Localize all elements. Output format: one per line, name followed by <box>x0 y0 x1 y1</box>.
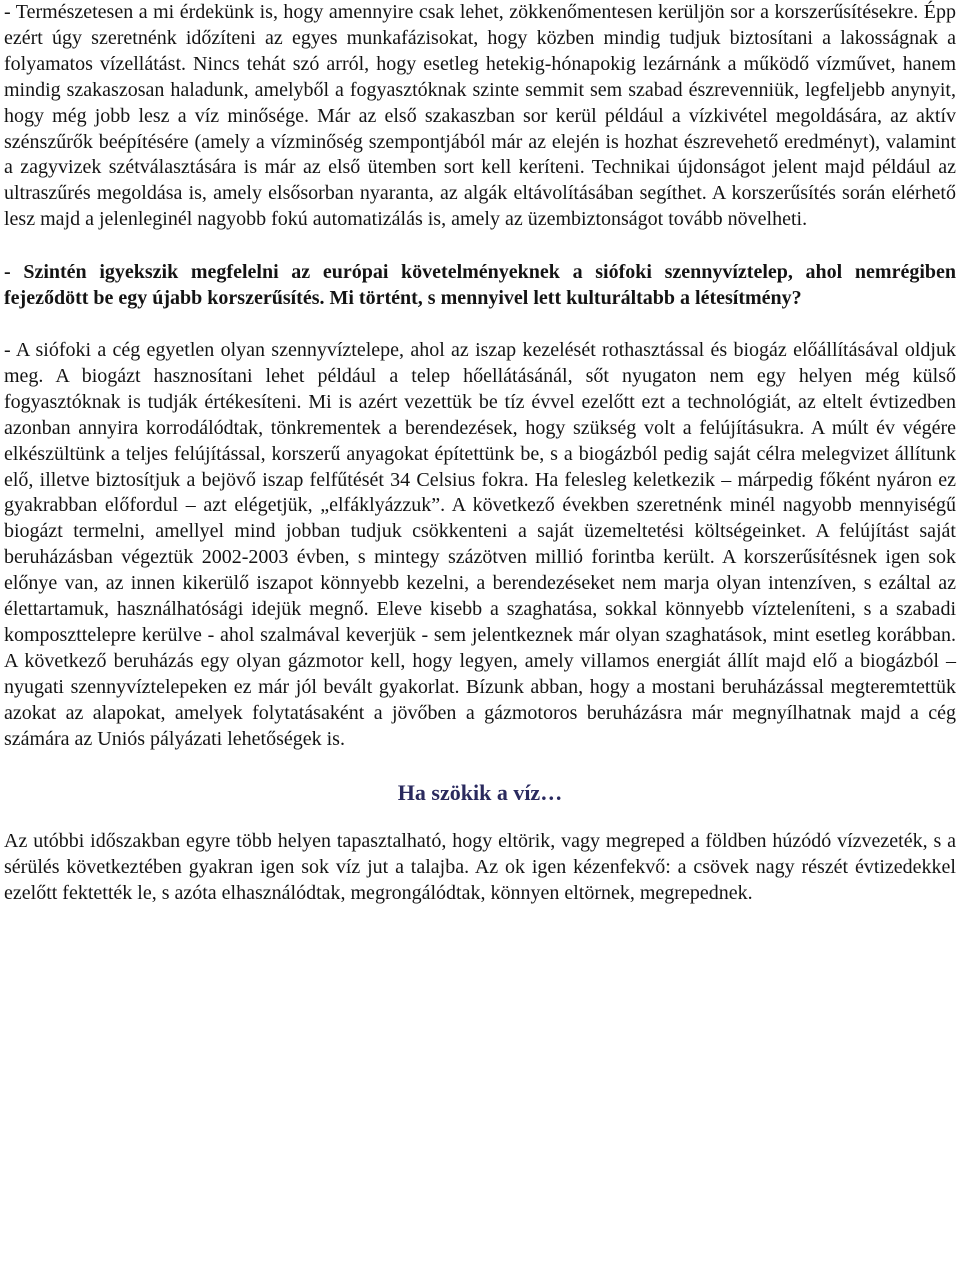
paragraph-pipe-breaks: Az utóbbi időszakban egyre több helyen tapasztalható, hogy eltörik, vagy megreped a földben húzódó vízvezeték, s a sérülés következtében gyakran igen sok víz jut a talajba. Az ok igen kézenfekvő: a csövek nagy részét évtizedekkel ezelőtt fektették le, s azóta elhasználódtak, megrongálódtak, könnyen eltörnek, megrepednek. <box>4 830 956 905</box>
document-page <box>4 0 956 907</box>
paragraph-answer-biogas: - A siófoki a cég egyetlen olyan szennyvíztelepe, ahol az iszap kezelését rothasztással és biogáz előállításával oldjuk meg. A biogázt hasznosítani lehet például a telep hőellátásánál, sőt nyugaton nem egy helyen még külső fogyasztóknak is tudják értékesíteni. Mi is azért vezettük be tíz évvel ezelőtt ezt a technológiát, az eltelt évtizedben azonban annyira korrodálódtak, tönkrementek a berendezések, hogy szükség volt a felújításukra. A múlt év végére elkészültünk a teljes felújítással, korszerű anyagokat építettünk be, s a biogázból pedig saját célra melegvizet állítunk elő, illetve biztosítjuk a bejövő iszap felfűtését 34 Celsius fokra. Ha felesleg keletkezik – márpedig főként nyáron ez gyakrabban előfordul – azt elégetjük, „elfáklyázzuk”. A következő években szeretnénk minél nagyobb mennyiségű biogázt termelni, amellyel mind jobban tudjuk csökkenteni a saját üzemeltetési költségeinket. A felújítást saját beruházásban végeztük 2002-2003 évben, s mintegy százötven millió forintba került. A korszerűsítésnek igen sok előnye van, az innen kikerülő iszapot könnyebb kezelni, a berendezéseket nem marja olyan intenzíven, s ezáltal az élettartamuk, használhatósági idejük megnő. Eleve kisebb a szaghatása, sokkal könnyebb vízteleníteni, s a szabadi komposzttelepre kerülve - ahol szalmával keverjük - sem jelentkeznek már olyan szaghatások, mint esetleg korábban. A következő beruházás egy olyan gázmotor kell, hogy legyen, amely villamos energiát állít majd elő a biogázból – nyugati szennyvíztelepeken ez már jól bevált gyakorlat. Bízunk abban, hogy a mostani beruházással megteremtettük azokat az alapokat, amelyek folytatásaként a jövőben a gázmotoros beruházásra már megnyílhatnak majd a cég számára az Uniós pályázati lehetőségek is. <box>4 338 956 750</box>
section-heading: Ha szökik a víz… <box>397 780 563 806</box>
paragraph-modernization-timing: - Természetesen a mi érdekünk is, hogy amennyire csak lehet, zökkenőmentesen kerüljön sor a korszerűsítésekre. Épp ezért úgy szeretnénk időzíteni az egyes munkafázisokat, hogy közben mindig tudjuk biztosítani a lakosságnak a folyamatos vízellátást. Nincs tehát szó arról, hogy esetleg hetekig-hónapokig lezárnánk a működő vízművet, hanem mindig szakaszosan haladunk, amelyből a fogyasztóknak szinte semmit sem szabad észrevenniük, legfeljebb anynyit, hogy még jobb lesz a víz minősége. Már az első szakaszban sor kerül például a vízkivétel megoldására, az aktív szénszűrők beépítésére (amely a vízminőség szempontjából már az elején is hozhat észrevehető eredményt), valamint a zagyvizek szétválasztására is már az első ütemben sort kell keríteni. Technikai újdonságot jelent majd például az ultraszűrés megoldása is, amely elsősorban nyaranta, az algák eltávolításában segíthet. A korszerűsítés során elérhető lesz majd a jelenleginél nagyobb fokú automatizálás is, amely az üzembiztonságot tovább növelheti. <box>4 1 956 231</box>
paragraph-question-siofok: - Szintén igyekszik megfelelni az európai követelményeknek a siófoki szennyvíztelep, ahol nemrégiben fejeződött be egy újabb korszerűsítés. Mi történt, s mennyivel lett kulturáltabb a létesítmény? <box>4 261 956 310</box>
